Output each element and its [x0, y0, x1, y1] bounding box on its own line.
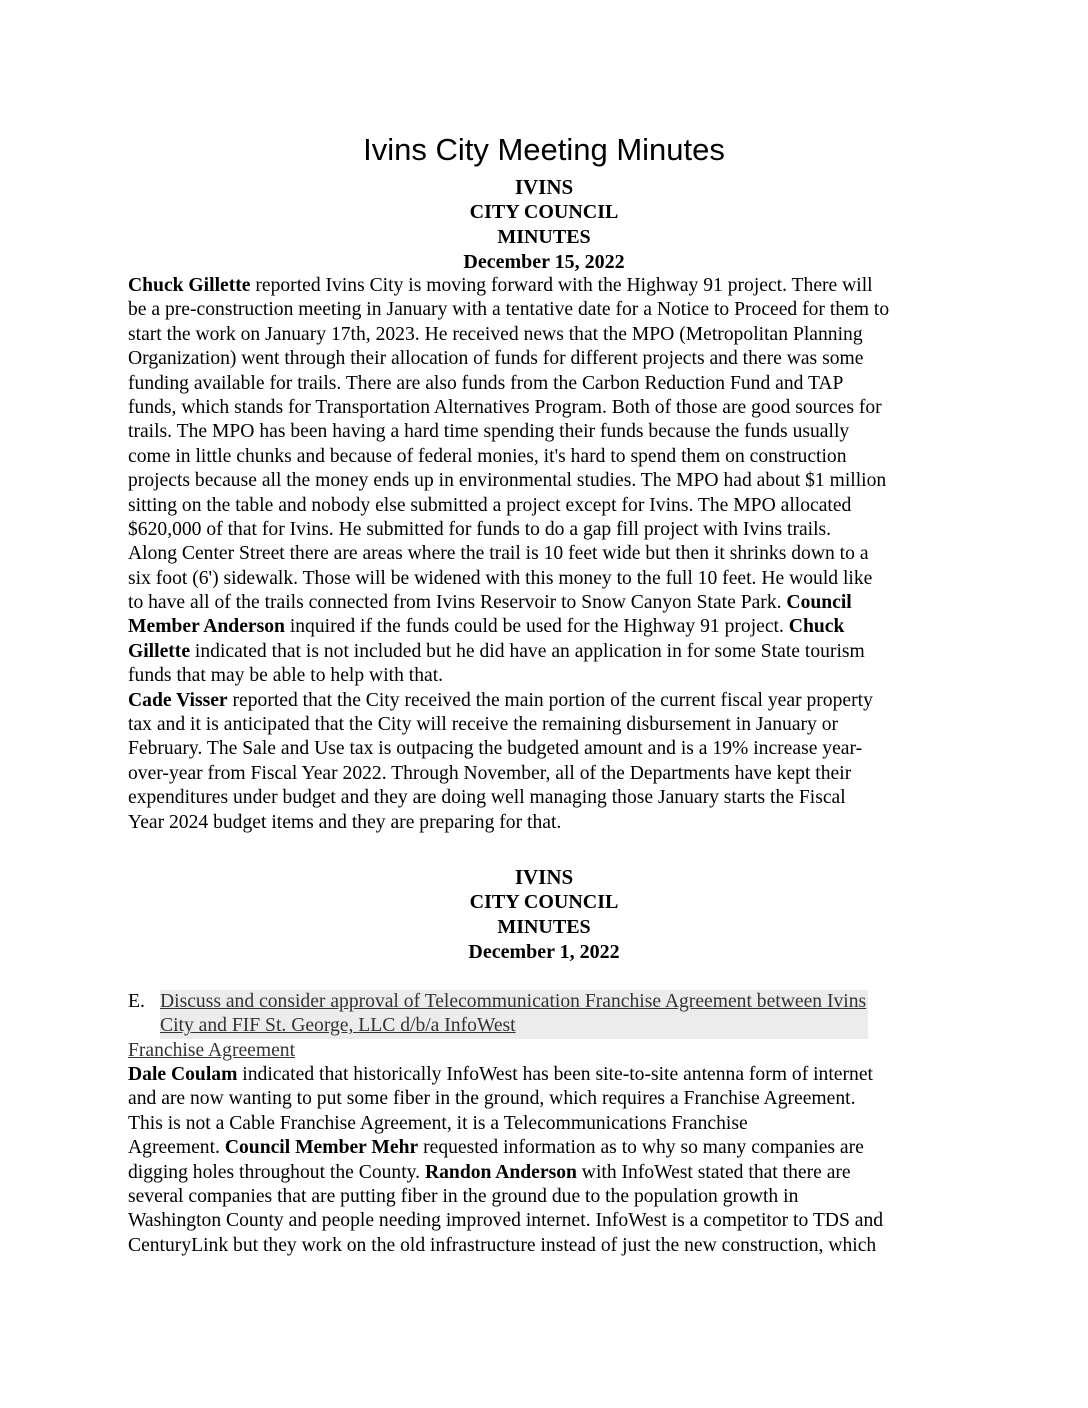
- text-line: [128, 298, 962, 322]
- text-line: [128, 689, 962, 713]
- text-line: [128, 542, 962, 566]
- text-segment: digging holes throughout the County.: [128, 1161, 425, 1183]
- text-segment: indicated that historically InfoWest has been site-to-site antenna form of internet: [237, 1064, 873, 1085]
- text-segment: funding available for trails. There are also funds from the Carbon Reduction Fund and TAP: [128, 372, 844, 394]
- text-line: [128, 1161, 962, 1185]
- text-segment: expenditures under budget and they are doing well managing those January starts the Fiscal: [128, 787, 846, 809]
- text-segment: Year 2024 budget items and they are preparing for that.: [128, 811, 562, 833]
- speaker-name: Member Anderson: [128, 616, 285, 638]
- header-line-type: MINUTES: [497, 916, 591, 938]
- text-line: [128, 1185, 962, 1209]
- text-segment: Along Center Street there are areas where the trail is 10 feet wide but then it shrinks down to a: [128, 543, 869, 565]
- text-line: [128, 396, 962, 420]
- text-line: [128, 469, 962, 493]
- text-line: [128, 1209, 962, 1233]
- text-segment: to have all of the trails connected from Ivins Reservoir to Snow Canyon State Park.: [128, 592, 787, 614]
- text-segment: start the work on January 17th, 2023. He received news that the MPO (Metropolitan Planning: [128, 323, 863, 345]
- text-segment: Organization) went through their allocation of funds for different projects and there was some: [128, 348, 864, 370]
- agenda-item-letter: E.: [128, 991, 145, 1012]
- text-segment: trails. The MPO has been having a hard time spending their funds because the funds usually: [128, 421, 850, 443]
- speaker-name: Randon Anderson: [424, 1161, 577, 1183]
- text-segment: $620,000 of that for Ivins. He submitted for funds to do a gap fill project with Ivins trails.: [128, 518, 832, 540]
- header-line-type: MINUTES: [497, 226, 591, 248]
- speaker-name: Chuck Gillette: [128, 275, 251, 296]
- text-segment: reported Ivins City is moving forward with the Highway 91 project. There will: [250, 275, 873, 296]
- text-line: [128, 372, 962, 396]
- text-segment: indicated that is not included but he did have an application in for some State tourism: [190, 640, 865, 662]
- speaker-name: Cade Visser: [128, 689, 228, 711]
- text-line: [128, 713, 962, 737]
- text-line: [128, 323, 962, 347]
- header-line-city: IVINS: [514, 865, 574, 889]
- text-line: [128, 494, 962, 518]
- text-segment: Washington County and people needing improved internet. InfoWest is a competitor to TDS and: [128, 1210, 884, 1232]
- text-segment: February. The Sale and Use tax is outpacing the budgeted amount and is a 19% increase year-: [128, 738, 863, 760]
- speaker-name: Council Member Mehr: [224, 1137, 419, 1159]
- text-line: [128, 420, 962, 444]
- header-line-body: CITY COUNCIL: [469, 891, 619, 913]
- text-segment: projects because all the money ends up in environmental studies. The MPO had about $1 million: [128, 470, 887, 492]
- text-segment: funds, which stands for Transportation Alternatives Program. Both of those are good sources for: [128, 396, 882, 418]
- text-line: [128, 737, 962, 761]
- text-segment: with InfoWest stated that there are: [576, 1161, 851, 1183]
- text-line: [128, 811, 962, 835]
- text-line: [128, 786, 962, 810]
- section-body-dec-15: [128, 274, 962, 835]
- text-line: [128, 762, 962, 786]
- text-segment: reported that the City received the main portion of the current fiscal year property: [227, 689, 873, 711]
- agenda-item-link[interactable]: [160, 990, 868, 1039]
- text-segment: tax and it is anticipated that the City will receive the remaining disbursement in January or: [128, 714, 839, 736]
- text-segment: sitting on the table and nobody else submitted a project except for Ivins. The MPO allocated: [128, 494, 852, 516]
- text-line: [128, 567, 962, 591]
- text-segment: come in little chunks and because of federal monies, it's hard to spend them on construction: [128, 445, 847, 467]
- text-segment: six foot (6') sidewalk. Those will be widened with this money to the full 10 feet. He would like: [128, 567, 873, 589]
- text-segment: funds that may be able to help with that.: [128, 665, 444, 687]
- text-line: [128, 664, 962, 688]
- text-line: [128, 1136, 962, 1160]
- text-line: [128, 640, 962, 664]
- text-segment: CenturyLink but they work on the old infrastructure instead of just the new construction, which: [128, 1234, 877, 1256]
- section-header-dec-15: [0, 175, 1088, 275]
- section-header-dec-1: [0, 865, 1088, 965]
- text-segment: and are now wanting to put some fiber in the ground, which requires a Franchise Agreement.: [128, 1088, 856, 1110]
- speaker-name: Dale Coulam: [128, 1064, 238, 1085]
- text-line: [128, 445, 962, 469]
- text-segment: Agreement.: [128, 1137, 225, 1159]
- header-line-city: IVINS: [514, 175, 574, 199]
- agenda-item-link-line: City and FIF St. George, LLC d/b/a InfoWest: [160, 1015, 516, 1037]
- speaker-name: Gillette: [128, 640, 191, 662]
- text-segment: requested information as to why so many companies are: [418, 1137, 864, 1159]
- header-line-date: December 15, 2022: [463, 251, 625, 273]
- text-segment: be a pre-construction meeting in January with a tentative date for a Notice to Proceed for them to: [128, 299, 890, 321]
- text-line: [128, 347, 962, 371]
- header-line-body: CITY COUNCIL: [469, 201, 619, 223]
- text-line: [128, 274, 962, 298]
- text-line: [128, 1087, 962, 1111]
- text-segment: This is not a Cable Franchise Agreement, it is a Telecommunications Franchise: [128, 1112, 748, 1134]
- text-line: [128, 591, 962, 615]
- speaker-name: Council: [786, 592, 852, 614]
- header-line-date: December 1, 2022: [468, 941, 620, 963]
- text-line: [128, 518, 962, 542]
- text-line: [128, 1112, 962, 1136]
- text-line: [128, 615, 962, 639]
- speaker-name: Chuck: [788, 616, 845, 638]
- text-segment: several companies that are putting fiber in the ground due to the population growth in: [128, 1185, 799, 1207]
- agenda-item-link-line: Discuss and consider approval of Telecommunication Franchise Agreement between Ivins: [160, 991, 867, 1012]
- attachment-row: [128, 1039, 962, 1063]
- section-body-dec-1: [128, 1063, 962, 1258]
- document-title: Ivins City Meeting Minutes: [363, 132, 725, 167]
- text-line: [128, 1063, 962, 1087]
- text-segment: over-year from Fiscal Year 2022. Through November, all of the Departments have kept their: [128, 762, 852, 784]
- text-line: [128, 1234, 962, 1258]
- franchise-agreement-link[interactable]: Franchise Agreement: [128, 1040, 296, 1061]
- text-segment: inquired if the funds could be used for the Highway 91 project.: [284, 616, 789, 638]
